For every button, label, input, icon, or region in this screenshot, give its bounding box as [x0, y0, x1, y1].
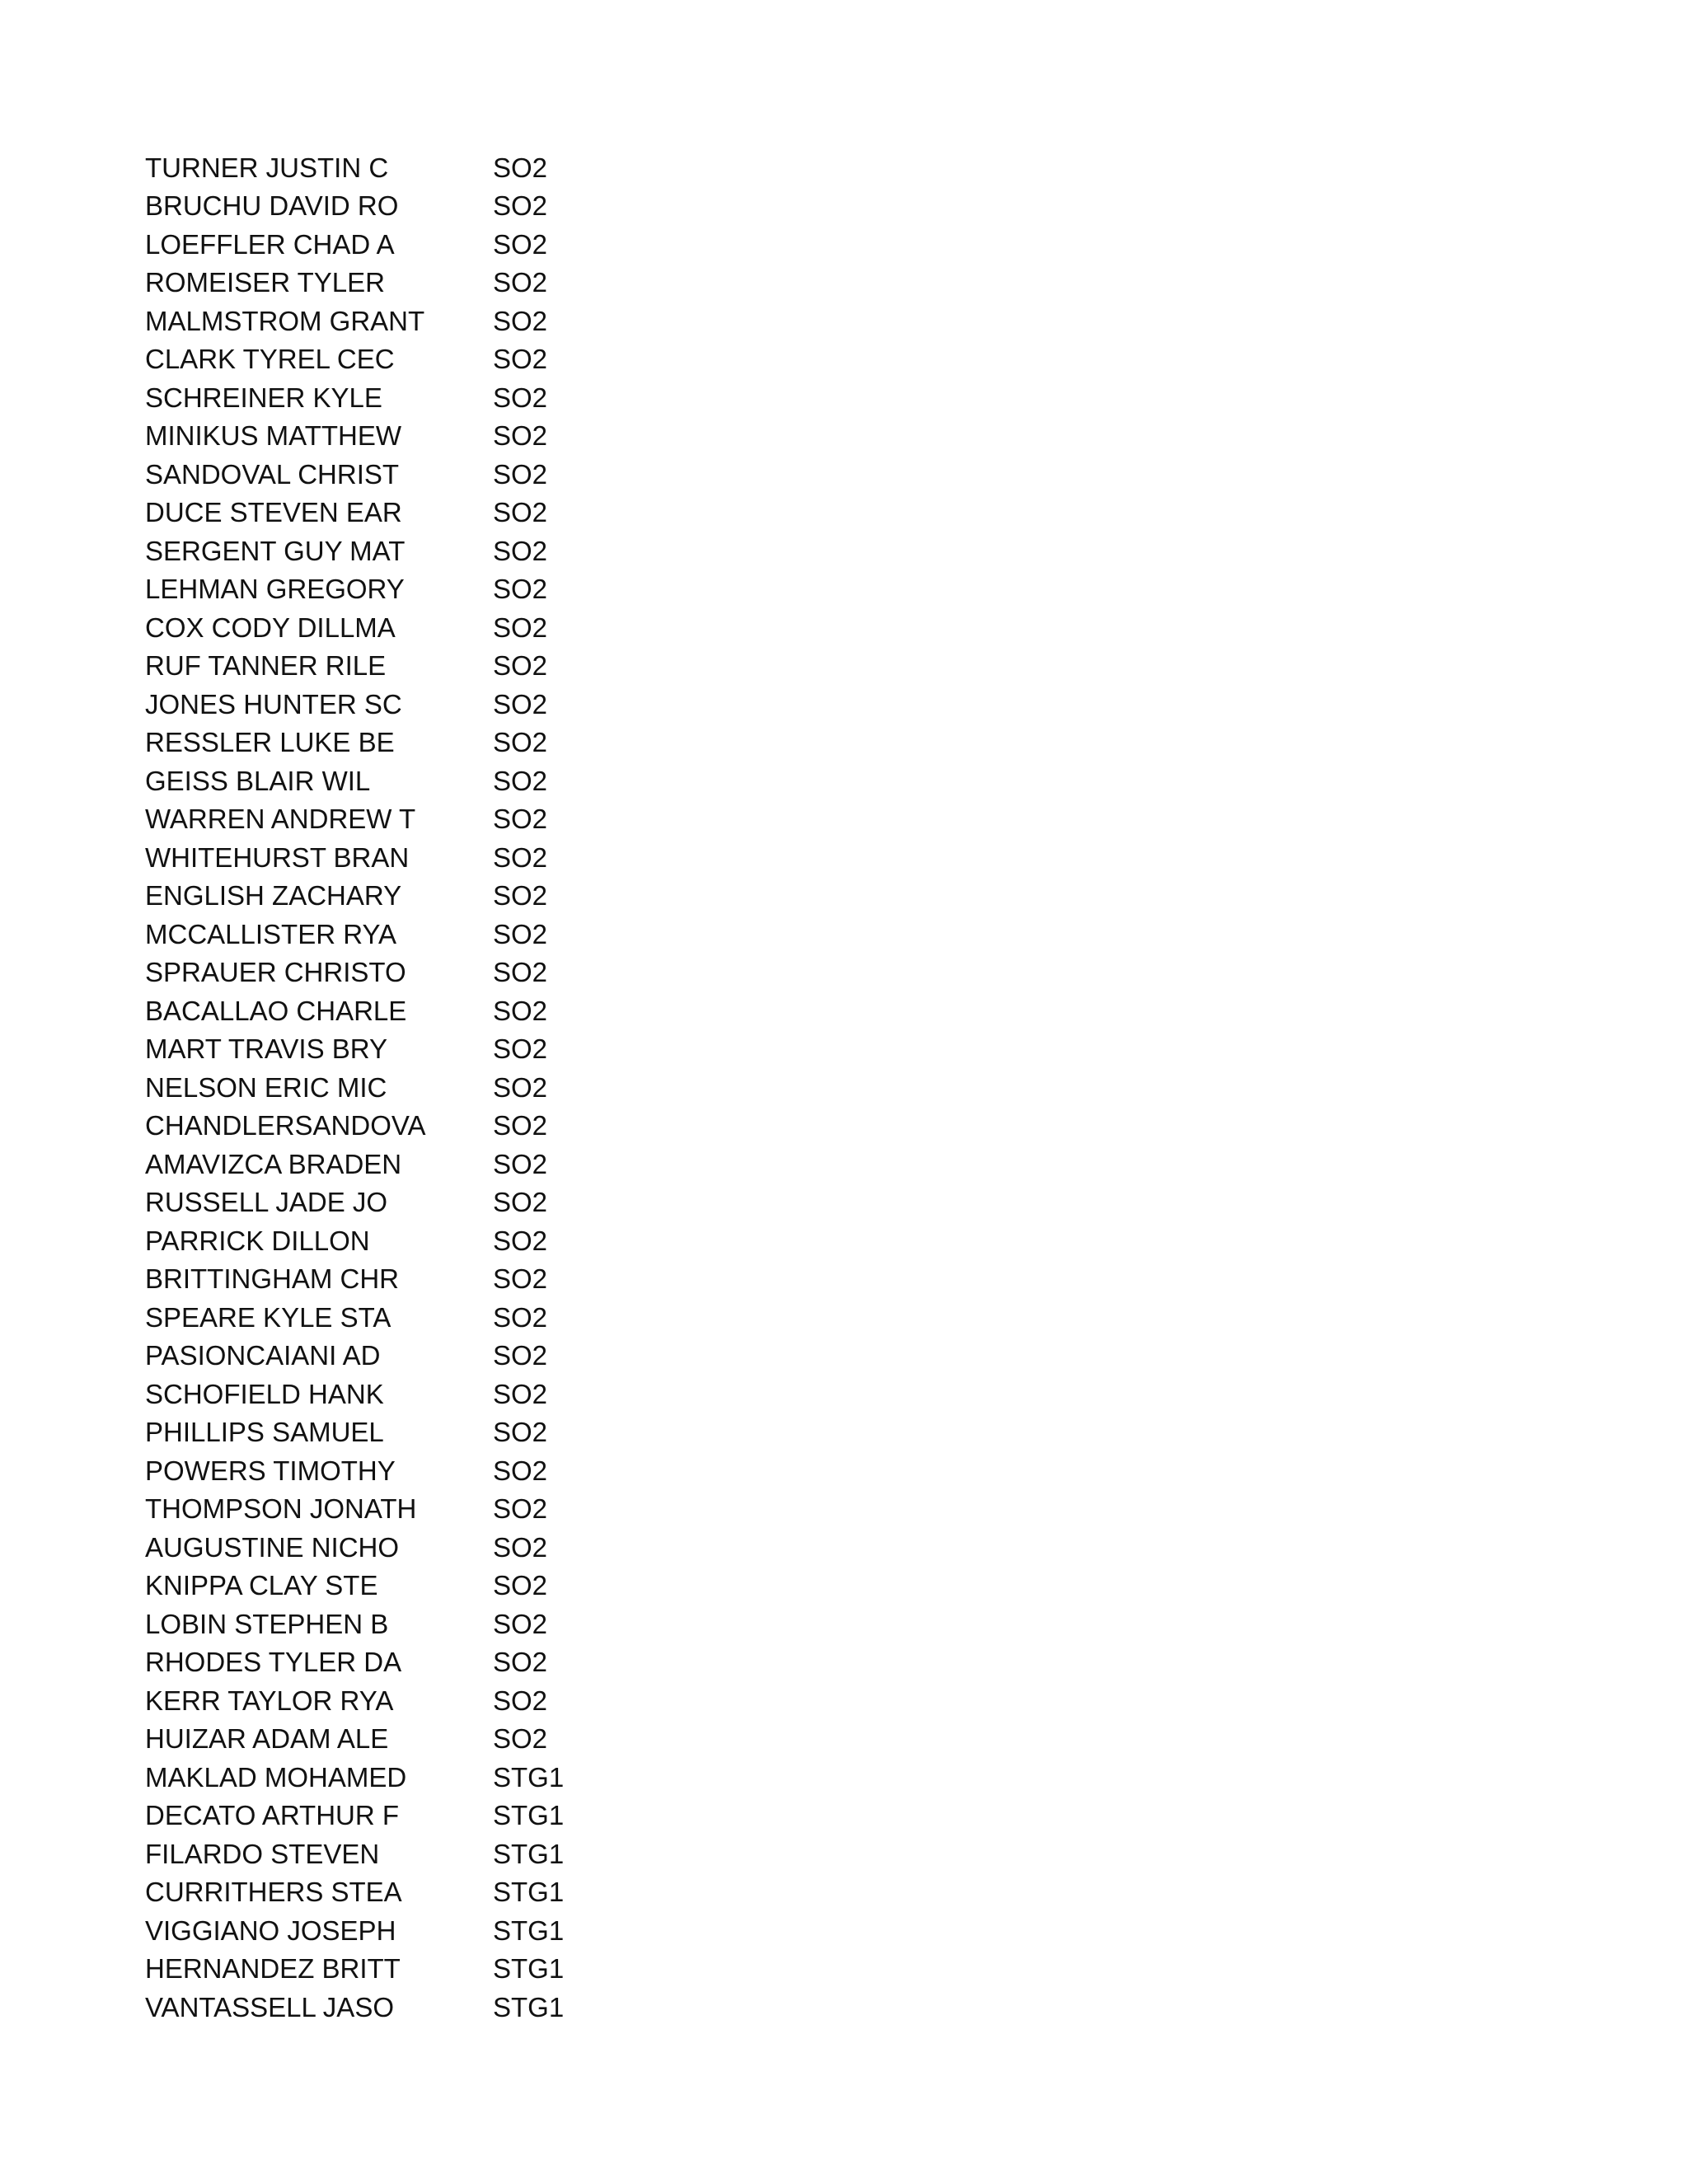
roster-row	[145, 1643, 640, 1682]
roster-row	[145, 1260, 640, 1299]
person-name: CHANDLERSANDOVA	[145, 1110, 426, 1141]
rank-code: SO2	[493, 190, 548, 222]
person-name: GEISS BLAIR WIL	[145, 765, 371, 796]
roster-row	[145, 800, 640, 839]
rank-code: SO2	[493, 1110, 548, 1141]
person-name: BRITTINGHAM CHR	[145, 1263, 399, 1295]
person-name: CURRITHERS STEA	[145, 1877, 402, 1908]
rank-code: SO2	[493, 727, 548, 758]
rank-code: SO2	[493, 1148, 548, 1179]
person-name: AMAVIZCA BRADEN	[145, 1148, 402, 1179]
person-name: MALMSTROM GRANT	[145, 305, 425, 336]
rank-code: SO2	[493, 1301, 548, 1333]
rank-code: STG1	[493, 1761, 565, 1793]
person-name: LOBIN STEPHEN B	[145, 1608, 389, 1639]
person-name: POWERS TIMOTHY	[145, 1455, 396, 1486]
person-name: SCHOFIELD HANK	[145, 1378, 384, 1409]
rank-code: SO2	[493, 650, 548, 682]
rank-code: SO2	[493, 1187, 548, 1218]
rank-code: STG1	[493, 1991, 565, 2022]
rank-code: SO2	[493, 1647, 548, 1678]
rank-code: SO2	[493, 1493, 548, 1525]
roster-row	[145, 1797, 640, 1835]
roster-row	[145, 532, 640, 570]
person-name: KNIPPA CLAY STE	[145, 1570, 378, 1601]
person-name: MCCALLISTER RYA	[145, 918, 397, 949]
roster-row	[145, 1835, 640, 1873]
roster-row	[145, 877, 640, 916]
roster-row	[145, 302, 640, 340]
person-name: PARRICK DILLON	[145, 1225, 370, 1256]
roster-row	[145, 1413, 640, 1452]
roster-row	[145, 1030, 640, 1069]
person-name: RUSSELL JADE JO	[145, 1187, 388, 1218]
rank-code: SO2	[493, 1685, 548, 1716]
person-name: DUCE STEVEN EAR	[145, 497, 402, 528]
person-name: LEHMAN GREGORY	[145, 574, 405, 605]
rank-code: SO2	[493, 1340, 548, 1371]
rank-code: SO2	[493, 382, 548, 413]
roster-row	[145, 1567, 640, 1605]
rank-code: SO2	[493, 1263, 548, 1295]
roster-row	[145, 1950, 640, 1989]
person-name: SCHREINER KYLE	[145, 382, 382, 413]
person-name: ENGLISH ZACHARY	[145, 880, 402, 912]
rank-code: SO2	[493, 995, 548, 1026]
rank-code: SO2	[493, 535, 548, 566]
person-name: FILARDO STEVEN	[145, 1838, 380, 1869]
roster-row	[145, 954, 640, 992]
person-name: CLARK TYREL CEC	[145, 344, 395, 375]
roster-row	[145, 455, 640, 494]
rank-code: SO2	[493, 152, 548, 183]
person-name: RHODES TYLER DA	[145, 1647, 402, 1678]
roster-row	[145, 915, 640, 954]
person-name: TURNER JUSTIN C	[145, 152, 389, 183]
rank-code: SO2	[493, 1033, 548, 1065]
person-name: COX CODY DILLMA	[145, 612, 396, 643]
person-name: BACALLAO CHARLE	[145, 995, 407, 1026]
roster-row	[145, 1298, 640, 1337]
roster-row	[145, 1911, 640, 1950]
person-name: MINIKUS MATTHEW	[145, 420, 402, 452]
roster-row	[145, 1681, 640, 1720]
rank-code: SO2	[493, 841, 548, 873]
rank-code: SO2	[493, 458, 548, 490]
person-name: MART TRAVIS BRY	[145, 1033, 388, 1065]
rank-code: SO2	[493, 305, 548, 336]
rank-code: SO2	[493, 1570, 548, 1601]
roster-row	[145, 1873, 640, 1912]
rank-code: SO2	[493, 804, 548, 835]
person-name: AUGUSTINE NICHO	[145, 1531, 400, 1563]
roster-row	[145, 1221, 640, 1260]
roster-row	[145, 838, 640, 877]
roster-row	[145, 647, 640, 686]
person-name: THOMPSON JONATH	[145, 1493, 417, 1525]
roster-row	[145, 1490, 640, 1529]
rank-code: SO2	[493, 1225, 548, 1256]
person-name: HUIZAR ADAM ALE	[145, 1723, 389, 1755]
person-name: DECATO ARTHUR F	[145, 1800, 400, 1831]
roster-row	[145, 1758, 640, 1797]
roster-row	[145, 417, 640, 456]
person-name: KERR TAYLOR RYA	[145, 1685, 394, 1716]
person-name: PASIONCAIANI AD	[145, 1340, 381, 1371]
rank-code: SO2	[493, 1455, 548, 1486]
person-name: SERGENT GUY MAT	[145, 535, 406, 566]
rank-code: STG1	[493, 1953, 565, 1985]
person-name: HERNANDEZ BRITT	[145, 1953, 401, 1985]
rank-code: SO2	[493, 688, 548, 719]
person-name: RUF TANNER RILE	[145, 650, 387, 682]
roster-row	[145, 340, 640, 379]
person-name: VANTASSELL JASO	[145, 1991, 394, 2022]
person-name: BRUCHU DAVID RO	[145, 190, 399, 222]
roster-row	[145, 1451, 640, 1490]
roster-row	[145, 378, 640, 417]
roster-row	[145, 991, 640, 1030]
roster-row	[145, 685, 640, 724]
rank-code: SO2	[493, 1723, 548, 1755]
roster-row	[145, 762, 640, 800]
person-name: PHILLIPS SAMUEL	[145, 1417, 384, 1448]
roster-row	[145, 608, 640, 647]
rank-code: SO2	[493, 1531, 548, 1563]
rank-code: SO2	[493, 880, 548, 912]
person-name: JONES HUNTER SC	[145, 688, 402, 719]
rank-code: SO2	[493, 497, 548, 528]
person-name: WHITEHURST BRAN	[145, 841, 410, 873]
person-name: SPRAUER CHRISTO	[145, 957, 406, 988]
roster-row	[145, 1528, 640, 1567]
roster-row	[145, 1145, 640, 1183]
rank-code: SO2	[493, 918, 548, 949]
roster-row	[145, 148, 640, 187]
rank-code: SO2	[493, 420, 548, 452]
roster-row	[145, 1375, 640, 1413]
roster-row	[145, 225, 640, 264]
rank-code: SO2	[493, 765, 548, 796]
rank-code: SO2	[493, 1378, 548, 1409]
roster-row	[145, 187, 640, 226]
roster-row	[145, 264, 640, 302]
person-name: SANDOVAL CHRIST	[145, 458, 400, 490]
rank-code: STG1	[493, 1800, 565, 1831]
rank-code: SO2	[493, 1071, 548, 1103]
rank-code: SO2	[493, 574, 548, 605]
roster-row	[145, 1068, 640, 1107]
roster-row	[145, 724, 640, 762]
roster-list	[145, 148, 640, 2027]
rank-code: SO2	[493, 344, 548, 375]
roster-row	[145, 1183, 640, 1222]
rank-code: STG1	[493, 1877, 565, 1908]
rank-code: SO2	[493, 1608, 548, 1639]
rank-code: SO2	[493, 267, 548, 298]
roster-row	[145, 1337, 640, 1376]
roster-row	[145, 1720, 640, 1759]
person-name: MAKLAD MOHAMED	[145, 1761, 407, 1793]
person-name: LOEFFLER CHAD A	[145, 228, 395, 260]
rank-code: SO2	[493, 612, 548, 643]
roster-row	[145, 570, 640, 609]
roster-row	[145, 494, 640, 532]
person-name: ROMEISER TYLER	[145, 267, 385, 298]
person-name: RESSLER LUKE BE	[145, 727, 395, 758]
rank-code: STG1	[493, 1838, 565, 1869]
roster-row	[145, 1107, 640, 1146]
person-name: SPEARE KYLE STA	[145, 1301, 392, 1333]
person-name: NELSON ERIC MIC	[145, 1071, 387, 1103]
roster-row	[145, 1988, 640, 2027]
rank-code: STG1	[493, 1915, 565, 1946]
rank-code: SO2	[493, 957, 548, 988]
rank-code: SO2	[493, 228, 548, 260]
person-name: WARREN ANDREW T	[145, 804, 416, 835]
rank-code: SO2	[493, 1417, 548, 1448]
roster-row	[145, 1605, 640, 1643]
person-name: VIGGIANO JOSEPH	[145, 1915, 396, 1946]
